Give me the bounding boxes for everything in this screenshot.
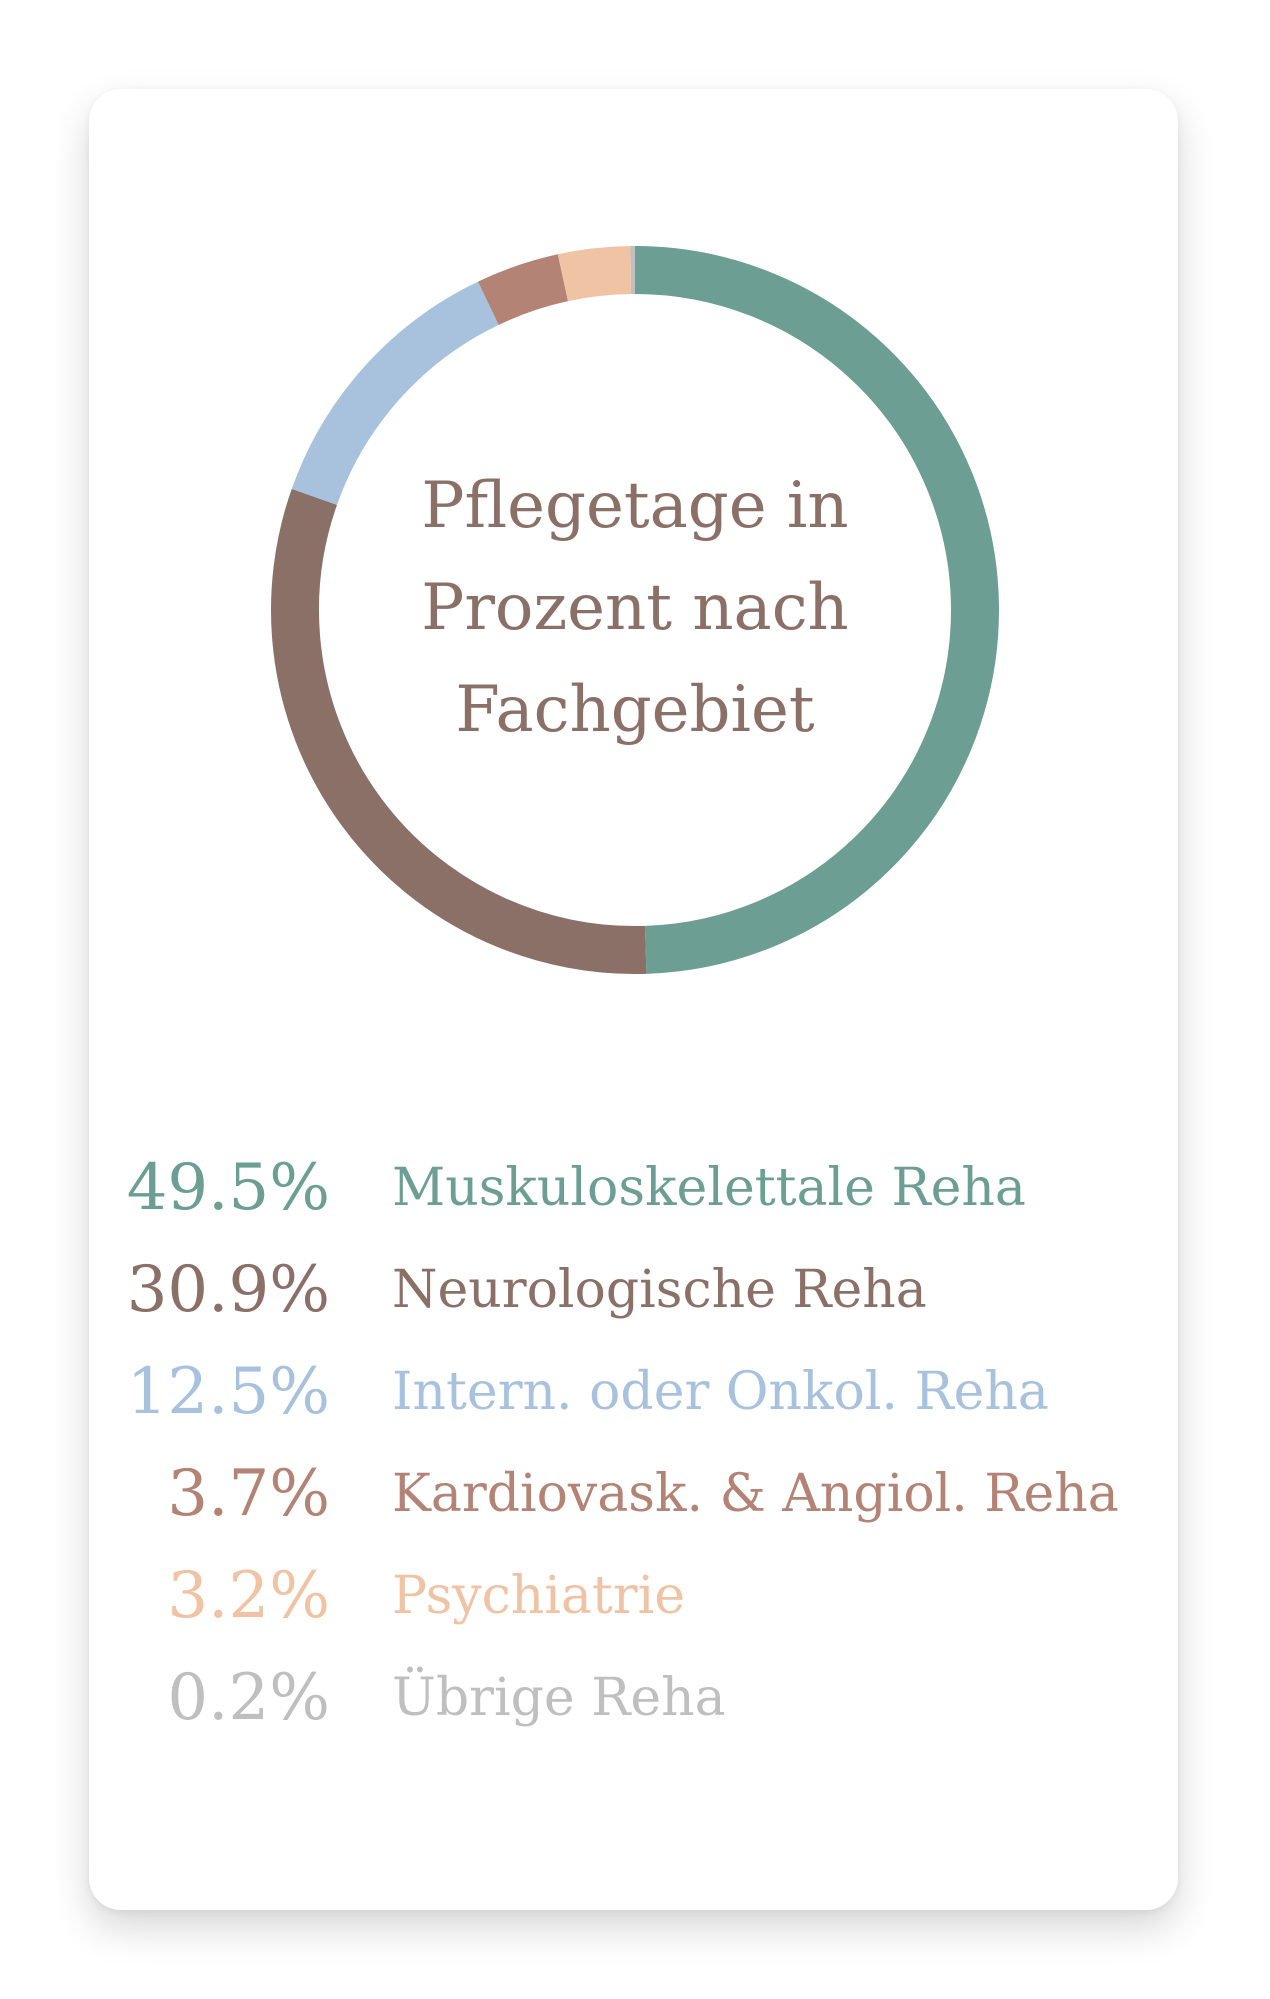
legend-value: 12.5% xyxy=(126,1355,330,1429)
legend-value: 3.7% xyxy=(167,1457,330,1531)
legend-item xyxy=(0,1443,1270,1545)
chart-legend xyxy=(0,1137,1270,1749)
legend-label: Neurologische Reha xyxy=(392,1260,927,1320)
legend-item xyxy=(0,1647,1270,1749)
legend-value: 49.5% xyxy=(126,1151,330,1225)
legend-item xyxy=(0,1545,1270,1647)
legend-value: 30.9% xyxy=(126,1253,330,1327)
donut-slice-4 xyxy=(488,278,563,304)
legend-label: Übrige Reha xyxy=(392,1668,726,1728)
chart-title xyxy=(335,455,935,761)
legend-value: 0.2% xyxy=(167,1661,330,1735)
legend-item xyxy=(0,1239,1270,1341)
legend-label: Muskuloskelettale Reha xyxy=(392,1158,1026,1218)
chart-title-line-2: Prozent nach xyxy=(421,571,849,645)
chart-title-line-1: Pflegetage in xyxy=(421,469,849,543)
legend-item xyxy=(0,1341,1270,1443)
legend-item xyxy=(0,1137,1270,1239)
legend-value: 3.2% xyxy=(167,1559,330,1633)
chart-title-line-3: Fachgebiet xyxy=(455,673,815,747)
legend-label: Psychiatrie xyxy=(392,1566,686,1626)
legend-label: Kardiovask. & Angiol. Reha xyxy=(392,1464,1119,1524)
donut-slice-5 xyxy=(563,270,631,278)
legend-label: Intern. oder Onkol. Reha xyxy=(392,1362,1049,1422)
